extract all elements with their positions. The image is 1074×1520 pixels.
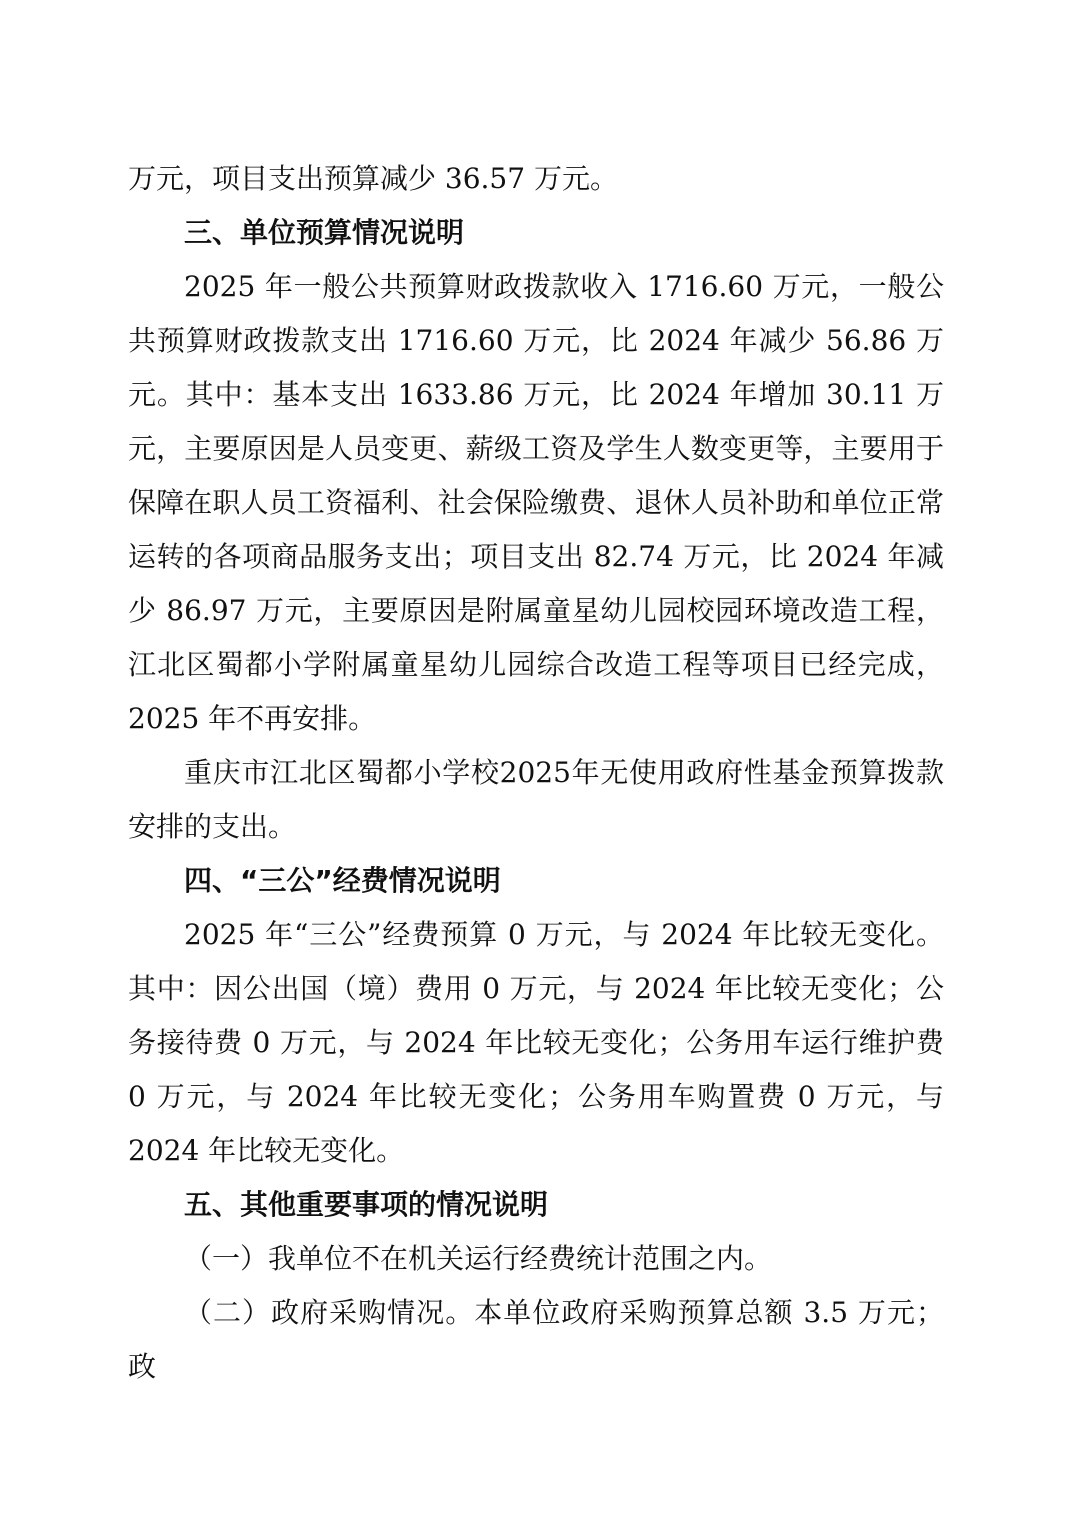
three-public-paragraph: 2025 年“三公”经费预算 0 万元，与 2024 年比较无变化。其中：因公出国（境）费用 0 万元，与 2024 年比较无变化；公务接待费 0 万元，与 2024 年比较无变化；公务用车运行维护费 0 万元，与 2024 年比较无变化；公务用车购置费 0 万元，与 2024 年比较无变化。 xyxy=(128,918,944,1167)
budget-paragraph: 2025 年一般公共预算财政拨款收入 1716.60 万元，一般公共预算财政拨款支出 1716.60 万元，比 2024 年减少 56.86 万元。其中：基本支出 1633.86 万元，比 2024 年增加 30.11 万元，主要原因是人员变更、薪级工资及学生人数变更等，主要用于保障在职人员工资福利、社会保险缴费、退休人员补助和单位正常运转的各项商品服务支出；项目支出 82.74 万元，比 2024 年减少 86.97 万元，主要原因是附属童星幼儿园校园环境改造工程，江北区蜀都小学附属童星幼儿园综合改造工程等项目已经完成，2025 年不再安排。 xyxy=(128,270,944,735)
continuation-paragraph: 万元，项目支出预算减少 36.57 万元。 xyxy=(128,162,618,195)
fund-paragraph: 重庆市江北区蜀都小学校2025年无使用政府性基金预算拨款安排的支出。 xyxy=(128,756,944,843)
section-heading-5: 五、其他重要事项的情况说明 xyxy=(184,1188,549,1221)
section-heading-4: 四、“三公”经费情况说明 xyxy=(184,864,501,897)
document-page xyxy=(128,152,944,1394)
section-heading-3: 三、单位预算情况说明 xyxy=(184,216,465,249)
sub-item-1: （一）我单位不在机关运行经费统计范围之内。 xyxy=(184,1242,773,1275)
sub-item-2: （二）政府采购情况。本单位政府采购预算总额 3.5 万元；政 xyxy=(128,1296,944,1383)
